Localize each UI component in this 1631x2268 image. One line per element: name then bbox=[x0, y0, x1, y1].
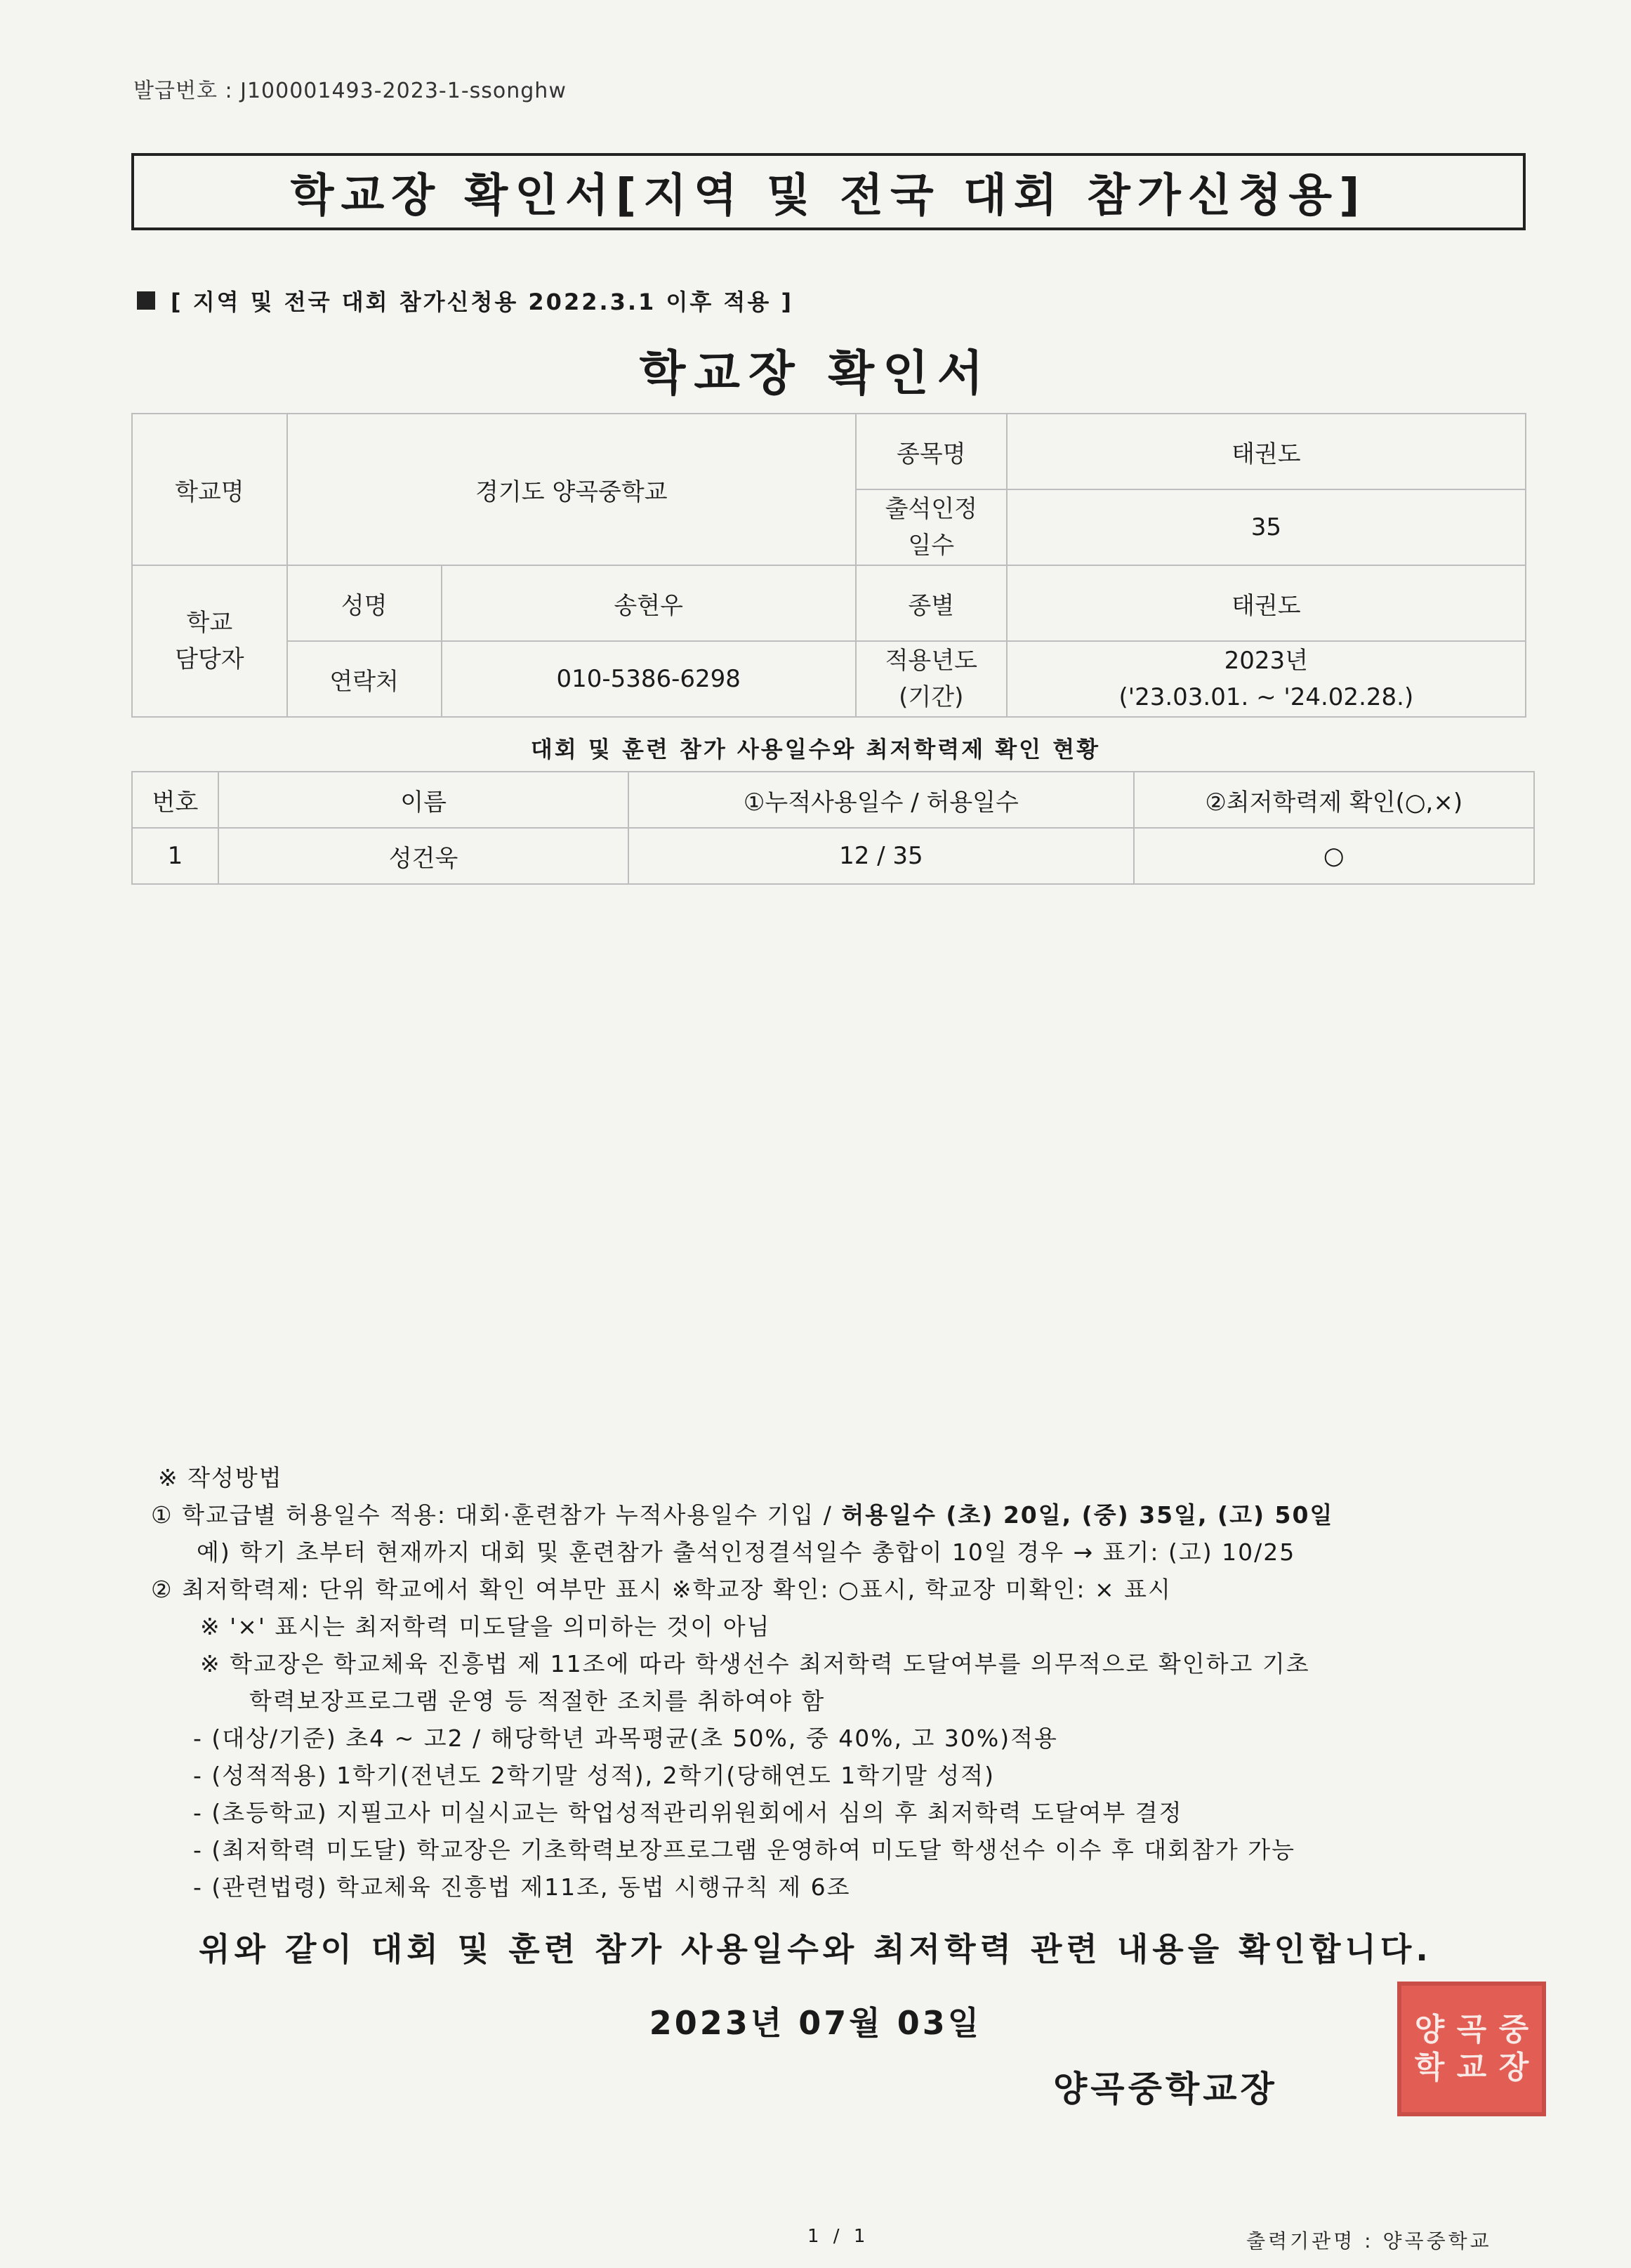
note-2-sub-2-cont: 학력보장프로그램 운영 등 적절한 조치를 취하여야 함 bbox=[249, 1687, 826, 1715]
sub-heading bbox=[137, 284, 793, 317]
seal-char: 교 bbox=[1456, 2050, 1487, 2085]
document-title: 학교장 확인서 bbox=[639, 346, 992, 402]
year-label-line2: (기간) bbox=[899, 683, 964, 711]
detail-1: - (대상/기준) 초4 ~ 고2 / 해당학년 과목평균(초 50%, 중 40%, 고 30%)적용 bbox=[193, 1725, 1058, 1752]
col-min-academic: ②최저학력제 확인(○,×) bbox=[1134, 772, 1535, 828]
seal-char: 곡 bbox=[1456, 2012, 1487, 2048]
note-1 bbox=[151, 1496, 1333, 1534]
info-table bbox=[131, 413, 1526, 718]
attendance-label bbox=[856, 489, 1007, 565]
detail-4: - (최저학력 미도달) 학교장은 기초학력보장프로그램 운영하여 미도달 학생선수 이수 후 대회참가 가능 bbox=[193, 1836, 1296, 1864]
year-label-line1: 적용년도 bbox=[885, 647, 977, 675]
note-1-example: 예) 학기 초부터 현재까지 대회 및 훈련참가 출석인정결석일수 총합이 10일 경우 → 표기: (고) 10/25 bbox=[197, 1538, 1296, 1566]
name-label: 성명 bbox=[287, 565, 442, 641]
confirm-statement: 위와 같이 대회 및 훈련 참가 사용일수와 최저학력 관련 내용을 확인합니다. bbox=[199, 1930, 1432, 1968]
signer-name: 양곡중학교장 bbox=[1053, 2069, 1278, 2109]
row-name: 성건욱 bbox=[218, 828, 628, 884]
note-2: ② 최저학력제: 단위 학교에서 확인 여부만 표시 ※학교장 확인: ○표시, 학교장 미확인: × 표시 bbox=[151, 1576, 1172, 1603]
seal-char: 양 bbox=[1414, 2012, 1445, 2048]
event-value: 태권도 bbox=[1007, 414, 1526, 489]
event-label: 종목명 bbox=[856, 414, 1007, 489]
manager-label bbox=[132, 565, 287, 717]
year-label bbox=[856, 641, 1007, 717]
seal-char: 중 bbox=[1498, 2012, 1529, 2048]
note-2-sub-1: ※ '×' 표시는 최저학력 미도달을 의미하는 것이 아님 bbox=[200, 1613, 771, 1640]
note-1-allowed-days: 허용일수 (초) 20일, (중) 35일, (고) 50일 bbox=[841, 1501, 1334, 1529]
notes-title: ※ 작성방법 bbox=[158, 1464, 283, 1491]
name-value: 송현우 bbox=[442, 565, 856, 641]
col-name: 이름 bbox=[218, 772, 628, 828]
header-title-box bbox=[131, 153, 1526, 230]
printer-institution: 출력기관명 : 양곡중학교 bbox=[1246, 2229, 1492, 2253]
official-seal bbox=[1397, 1982, 1546, 2116]
row-number: 1 bbox=[132, 828, 218, 884]
year-value-line2: ('23.03.01. ~ '24.02.28.) bbox=[1118, 683, 1414, 711]
issue-number: 발급번호 : J100001493-2023-1-ssonghw bbox=[133, 79, 567, 103]
issue-date: 2023년 07월 03일 bbox=[649, 2004, 982, 2042]
note-2-sub-2: ※ 학교장은 학교체육 진흥법 제 11조에 따라 학생선수 최저학력 도달여부를 의무적으로 확인하고 기초 bbox=[200, 1650, 1310, 1677]
year-value-line1: 2023년 bbox=[1224, 647, 1309, 675]
square-bullet-icon bbox=[137, 291, 155, 310]
category-label: 종별 bbox=[856, 565, 1007, 641]
contact-label: 연락처 bbox=[287, 641, 442, 717]
row-days: 12 / 35 bbox=[628, 828, 1133, 884]
note-1-text: ① 학교급별 허용일수 적용: 대회·훈련참가 누적사용일수 기입 / bbox=[151, 1501, 842, 1529]
seal-char: 장 bbox=[1498, 2050, 1529, 2085]
sub-heading-text: [ 지역 및 전국 대회 참가신청용 2022.3.1 이후 적용 ] bbox=[171, 289, 794, 315]
detail-5: - (관련법령) 학교체육 진흥법 제11조, 동법 시행규칙 제 6조 bbox=[193, 1873, 851, 1901]
manager-label-line1: 학교 bbox=[186, 609, 233, 637]
contact-value: 010-5386-6298 bbox=[442, 641, 856, 717]
attendance-value: 35 bbox=[1007, 489, 1526, 565]
attendance-label-line1: 출석인정 bbox=[885, 495, 977, 523]
col-days: ①누적사용일수 / 허용일수 bbox=[628, 772, 1133, 828]
status-table-header bbox=[132, 772, 1534, 828]
table-row bbox=[132, 828, 1534, 884]
row-min-academic: ○ bbox=[1134, 828, 1535, 884]
category-value: 태권도 bbox=[1007, 565, 1526, 641]
attendance-label-line2: 일수 bbox=[908, 532, 955, 560]
list-caption: 대회 및 훈련 참가 사용일수와 최저학력제 확인 현황 bbox=[530, 736, 1101, 763]
page-number: 1 / 1 bbox=[807, 2226, 870, 2247]
school-label: 학교명 bbox=[132, 414, 287, 565]
school-value: 경기도 양곡중학교 bbox=[287, 414, 856, 565]
detail-3: - (초등학교) 지필고사 미실시교는 학업성적관리위원회에서 심의 후 최저학력 도달여부 결정 bbox=[193, 1799, 1183, 1826]
seal-char: 학 bbox=[1414, 2050, 1445, 2085]
header-title: 학교장 확인서[지역 및 전국 대회 참가신청용] bbox=[290, 170, 1367, 222]
col-number: 번호 bbox=[132, 772, 218, 828]
detail-2: - (성적적용) 1학기(전년도 2학기말 성적), 2학기(당해연도 1학기말 성적) bbox=[193, 1762, 996, 1789]
year-value bbox=[1007, 641, 1526, 717]
writing-guide bbox=[151, 1459, 1333, 1906]
manager-label-line2: 담당자 bbox=[175, 645, 244, 673]
status-table bbox=[131, 771, 1535, 885]
